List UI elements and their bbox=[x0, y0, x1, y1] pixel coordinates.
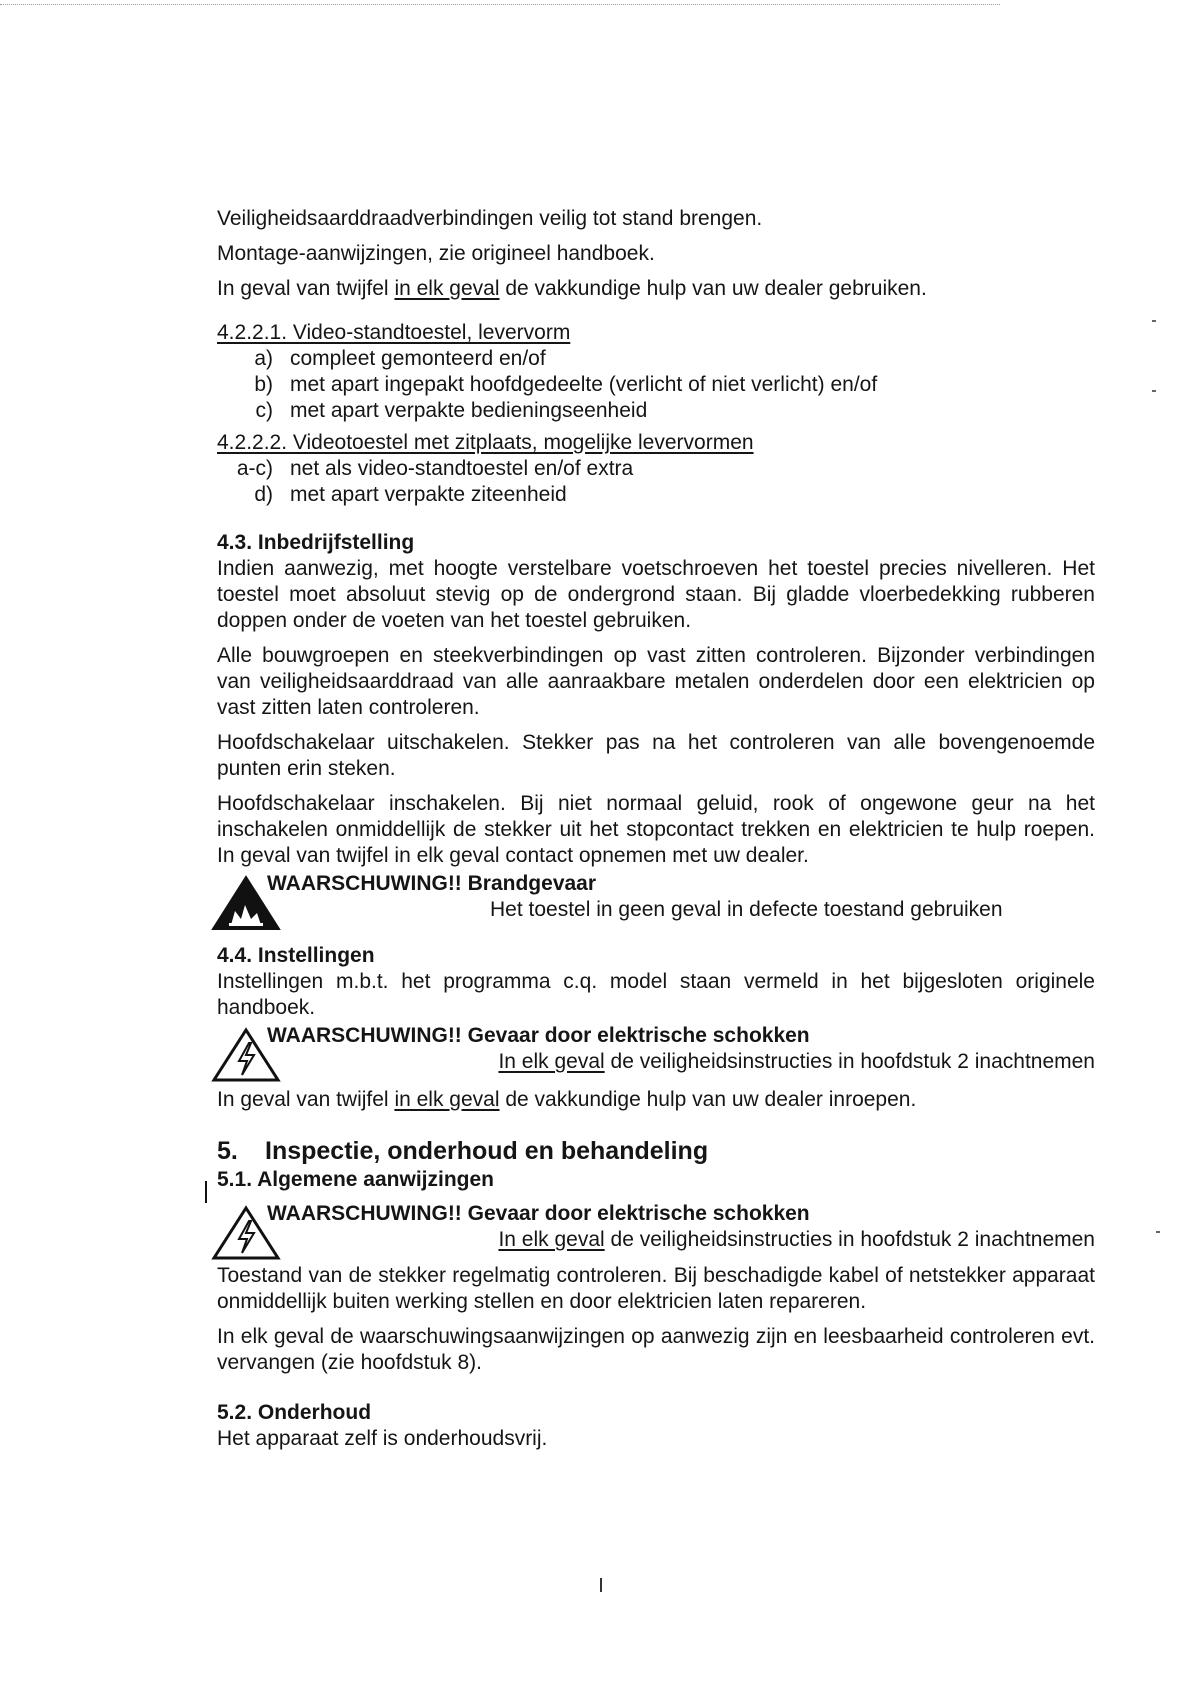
subsection-title: 4.2.2.1. Video-standtoestel, levervorm bbox=[217, 321, 571, 344]
intro-line-3-post: de vakkundige hulp van uw dealer gebruiken. bbox=[505, 277, 927, 300]
section-number: 5.1. bbox=[217, 1168, 253, 1191]
warning-text bbox=[498, 1049, 1095, 1075]
paragraph: Het apparaat zelf is onderhoudsvrij. bbox=[217, 1427, 548, 1450]
list-text: met apart ingepakt hoofdgedeelte (verlicht of niet verlicht) en/of bbox=[290, 373, 878, 396]
section-title: Instellingen bbox=[257, 944, 375, 967]
list-text: compleet gemonteerd en/of bbox=[290, 347, 546, 370]
chapter-heading-5 bbox=[217, 1137, 1095, 1165]
warning-title: WAARSCHUWING!! Gevaar door elektrische schokken bbox=[267, 1024, 810, 1047]
paragraph: Alle bouwgroepen en steekverbindingen op vast zitten controleren. Bijzonder verbindingen van veiligheidsaarddraad van alle aanraakbare metalen onderdelen door een elektricien op vast zitten laten controleren. bbox=[217, 644, 1095, 719]
list-key: d) bbox=[254, 483, 273, 506]
warning-electric-1 bbox=[217, 1023, 1095, 1081]
scan-speck bbox=[1152, 320, 1156, 322]
p2-underlined: in elk geval bbox=[394, 1088, 500, 1111]
intro-block bbox=[217, 206, 1095, 302]
section-title: Inbedrijfstelling bbox=[257, 531, 415, 554]
warning-text bbox=[498, 1227, 1095, 1253]
paragraph bbox=[217, 1087, 1095, 1113]
section-number: 4.3. bbox=[217, 531, 253, 554]
paragraph: Hoofdschakelaar inschakelen. Bij niet normaal geluid, rook of ongewone geur na het inschakelen onmiddellijk de stekker uit het stopcontact trekken en elektricien te hulp roepen. In geval van twijfel in elk geval contact opnemen met uw dealer. bbox=[217, 792, 1095, 867]
scan-top-edge bbox=[0, 4, 1000, 5]
warning-text: Het toestel in geen geval in defecte toestand gebruiken bbox=[490, 898, 1003, 921]
list-key: c) bbox=[255, 399, 273, 422]
paragraph: Indien aanwezig, met hoogte verstelbare voetschroeven het toestel precies nivelleren. Het toestel moet absoluut stevig op de ondergrond staan. Bij gladde vloerbedekking rubberen doppen onder de voeten van het toestel gebruiken. bbox=[217, 557, 1095, 632]
intro-line-2: Montage-aanwijzingen, zie origineel handboek. bbox=[217, 242, 655, 265]
page-mark bbox=[600, 1578, 602, 1592]
chapter-number: 5. bbox=[217, 1137, 238, 1165]
paragraph: In elk geval de waarschuwingsaanwijzingen op aanwezig zijn en leesbaarheid controleren evt. vervangen (zie hoofdstuk 8). bbox=[217, 1325, 1095, 1374]
scan-speck bbox=[1152, 390, 1156, 392]
list-item bbox=[217, 456, 1095, 482]
paragraph: Hoofdschakelaar uitschakelen. Stekker pas na het controleren van alle bovengenoemde punten erin steken. bbox=[217, 731, 1095, 780]
warning-underlined: In elk geval bbox=[498, 1050, 605, 1073]
intro-line-3-underlined: in elk geval bbox=[394, 277, 500, 300]
list-key: a) bbox=[254, 347, 273, 370]
list-item bbox=[217, 482, 1095, 508]
list-item bbox=[217, 372, 1095, 398]
list-key: b) bbox=[254, 373, 273, 396]
document-page bbox=[217, 206, 1095, 1452]
p2-pre: In geval van twijfel bbox=[217, 1088, 389, 1111]
warning-electric-2 bbox=[217, 1201, 1095, 1259]
section-number: 5.2. bbox=[217, 1401, 253, 1424]
section-title: Onderhoud bbox=[257, 1401, 372, 1424]
warning-title: WAARSCHUWING!! Brandgevaar bbox=[267, 872, 597, 895]
chapter-title: Inspectie, onderhoud en behandeling bbox=[265, 1137, 709, 1165]
list-item bbox=[217, 398, 1095, 424]
warning-text-body: de veiligheidsinstructies in hoofdstuk 2 inachtnemen bbox=[610, 1050, 1095, 1073]
margin-change-bar bbox=[205, 1181, 207, 1203]
list-text: met apart verpakte bedieningseenheid bbox=[290, 399, 648, 422]
paragraph: Toestand van de stekker regelmatig controleren. Bij beschadigde kabel of netstekker apparaat onmiddellijk buiten werking stellen en door elektricien laten repareren. bbox=[217, 1264, 1095, 1313]
list-item bbox=[217, 346, 1095, 372]
subsection-4-2-2-1 bbox=[217, 320, 1095, 424]
section-title: Algemene aanwijzingen bbox=[257, 1168, 494, 1191]
section-heading-5-2 bbox=[217, 1400, 1095, 1426]
section-heading-4-4 bbox=[217, 943, 1095, 969]
warning-text-body: de veiligheidsinstructies in hoofdstuk 2 inachtnemen bbox=[610, 1228, 1095, 1251]
list-text: net als video-standtoestel en/of extra bbox=[290, 457, 634, 480]
subsection-4-2-2-2 bbox=[217, 430, 1095, 508]
list-key: a-c) bbox=[236, 457, 273, 480]
intro-line-1: Veiligheidsaarddraadverbindingen veilig tot stand brengen. bbox=[217, 207, 763, 230]
section-heading-4-3 bbox=[217, 530, 1095, 556]
paragraph: Instellingen m.b.t. het programma c.q. model staan vermeld in het bijgesloten originele handboek. bbox=[217, 970, 1095, 1019]
p2-post: de vakkundige hulp van uw dealer inroepen. bbox=[505, 1088, 917, 1111]
list-text: met apart verpakte ziteenheid bbox=[290, 483, 567, 506]
subsection-title: 4.2.2.2. Videotoestel met zitplaats, mogelijke levervormen bbox=[217, 431, 754, 454]
warning-underlined: In elk geval bbox=[498, 1228, 605, 1251]
scan-speck bbox=[1156, 1231, 1160, 1233]
intro-line-3-pre: In geval van twijfel bbox=[217, 277, 389, 300]
section-heading-5-1 bbox=[217, 1167, 1095, 1193]
warning-title: WAARSCHUWING!! Gevaar door elektrische schokken bbox=[267, 1202, 810, 1225]
warning-fire bbox=[217, 871, 1095, 929]
intro-line-3 bbox=[217, 276, 1095, 302]
section-number: 4.4. bbox=[217, 944, 253, 967]
